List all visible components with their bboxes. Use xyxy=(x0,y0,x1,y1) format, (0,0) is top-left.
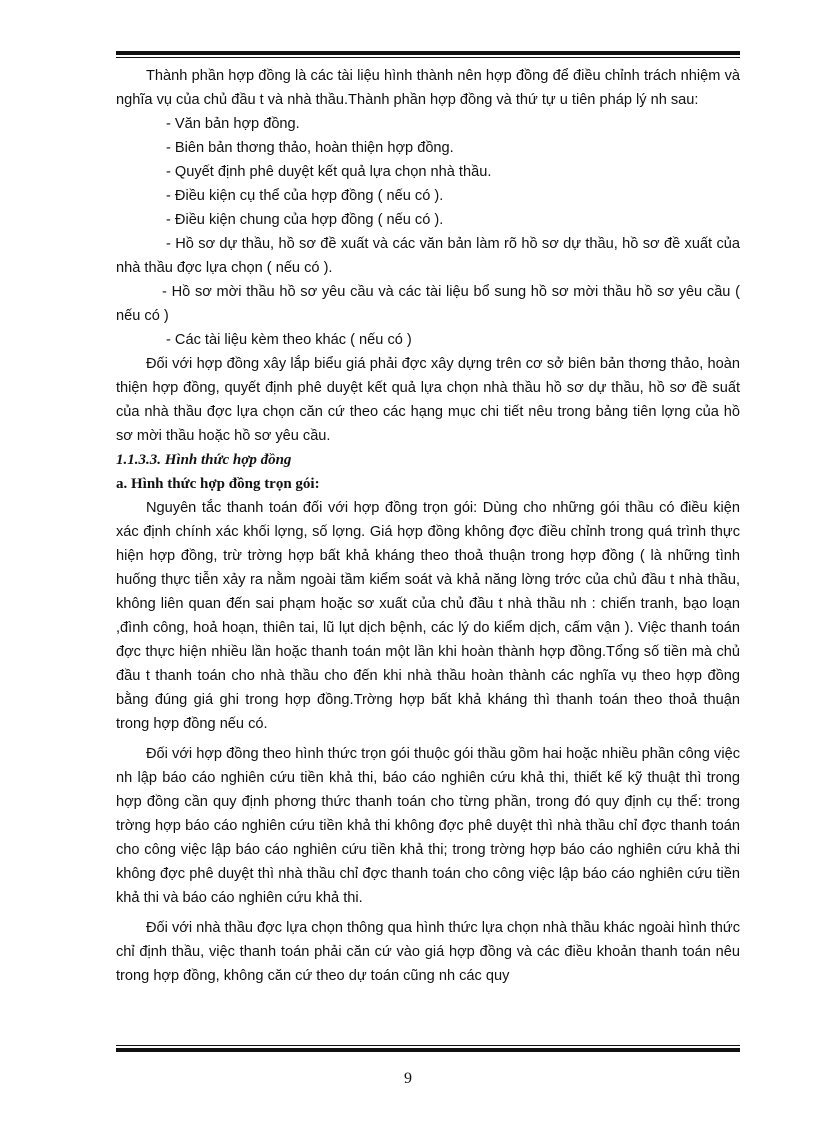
list-item: - Quyết định phê duyệt kết quả lựa chọn nhà thầu. xyxy=(166,164,492,180)
list-item: - Biên bản thơng thảo, hoàn thiện hợp đồng. xyxy=(166,140,454,156)
footer-rule xyxy=(116,1045,740,1052)
list-item: - Các tài liệu kèm theo khác ( nếu có ) xyxy=(166,332,412,348)
section-heading: 1.1.3.3. Hình thức hợp đồng xyxy=(116,452,292,468)
list-item: - Hồ sơ dự thầu, hồ sơ đề xuất và các văn bản làm rõ hồ sơ dự thầu, hồ sơ đề xuất của nhà thầu đợc lựa chọn ( nếu có ). xyxy=(116,236,740,276)
intro-paragraph: Thành phần hợp đồng là các tài liệu hình thành nên hợp đồng để điều chỉnh trách nhiệm và nghĩa vụ của chủ đầu t và nhà thầu.Thành phần hợp đồng và thứ tự u tiên pháp lý nh sau: xyxy=(116,68,740,108)
header-rule xyxy=(116,51,740,58)
list-item: - Điều kiện chung của hợp đồng ( nếu có ). xyxy=(166,212,444,228)
paragraph-lump-sum: Nguyên tắc thanh toán đối với hợp đồng trọn gói: Dùng cho những gói thầu có điều kiện xác định chính xác khối lợng, số lợng. Giá hợp đồng không đợc điều chỉnh trong quá trình thực hiện hợp đồng, trừ trờng hợp bất khả kháng theo thoả thuận trong hợp đồng ( là những tình huống thực tiễn xảy ra nằm ngoài tầm kiểm soát và khả năng lờng trớc của chủ đầu t nhà thầu, không liên quan đến sai phạm hoặc sơ xuất của chủ đầu t nhà thầu nh : chiến tranh, bạo loạn ,đình công, hoả hoạn, thiên tai, lũ lụt dịch bệnh, các lý do kiểm dịch, cấm vận ). Việc thanh toán đợc thực hiện nhiều lần hoặc thanh toán một lần khi hoàn thành hợp đồng.Tổng số tiền mà chủ đầu t thanh toán cho nhà thầu cho đến khi nhà thầu hoàn thành các nghĩa vụ theo hợp đồng bằng đúng giá ghi trong hợp đồng.Trờng hợp bất khả kháng thì thanh toán theo thoả thuận trong hợp đồng nếu có. xyxy=(116,500,740,732)
list-item: - Điều kiện cụ thể của hợp đồng ( nếu có ). xyxy=(166,188,444,204)
paragraph-selected-contractor: Đối với nhà thầu đợc lựa chọn thông qua hình thức lựa chọn nhà thầu khác ngoài hình thức chỉ định thầu, việc thanh toán phải căn cứ vào giá hợp đồng và các điều khoản thanh toán nêu trong hợp đồng, không căn cứ theo dự toán cũng nh các quy xyxy=(116,920,740,984)
page-content xyxy=(116,64,740,988)
subsection-heading: a. Hình thức hợp đồng trọn gói: xyxy=(116,476,320,492)
page-number: 9 xyxy=(404,1070,412,1087)
paragraph-bid-price: Đối với hợp đồng xây lắp biểu giá phải đợc xây dựng trên cơ sở biên bản thơng thảo, hoàn thiện hợp đồng, quyết định phê duyệt kết quả lựa chọn nhà thầu hồ sơ dự thầu, hồ sơ đề suất của nhà thầu đợc lựa chọn căn cứ theo các hạng mục chi tiết nêu trong bảng tiên lợng của hồ sơ mời thầu hoặc hồ sơ yêu cầu. xyxy=(116,356,740,444)
list-item: - Văn bản hợp đồng. xyxy=(166,116,300,132)
list-item: - Hồ sơ mời thầu hồ sơ yêu cầu và các tài liệu bổ sung hồ sơ mời thầu hồ sơ yêu cầu ( nếu có ) xyxy=(116,284,740,324)
paragraph-multi-part: Đối với hợp đồng theo hình thức trọn gói thuộc gói thầu gồm hai hoặc nhiều phần công việc nh lập báo cáo nghiên cứu tiền khả thi, báo cáo nghiên cứu khả thi, thiết kế kỹ thuật thì trong hợp đồng cần quy định phơng thức thanh toán cho từng phần, trong đó quy định cụ thể: trong trờng hợp báo cáo nghiên cứu tiền khả thi không đợc phê duyệt thì nhà thầu chỉ đợc thanh toán cho công việc lập báo cáo nghiên cứu tiền khả thi; trong trờng hợp báo cáo nghiên cứu khả thi không đợc phê duyệt thì nhà thầu chỉ đợc thanh toán cho công việc lập báo cáo nghiên cứu tiền khả thi và báo cáo nghiên cứu khả thi. xyxy=(116,746,740,906)
